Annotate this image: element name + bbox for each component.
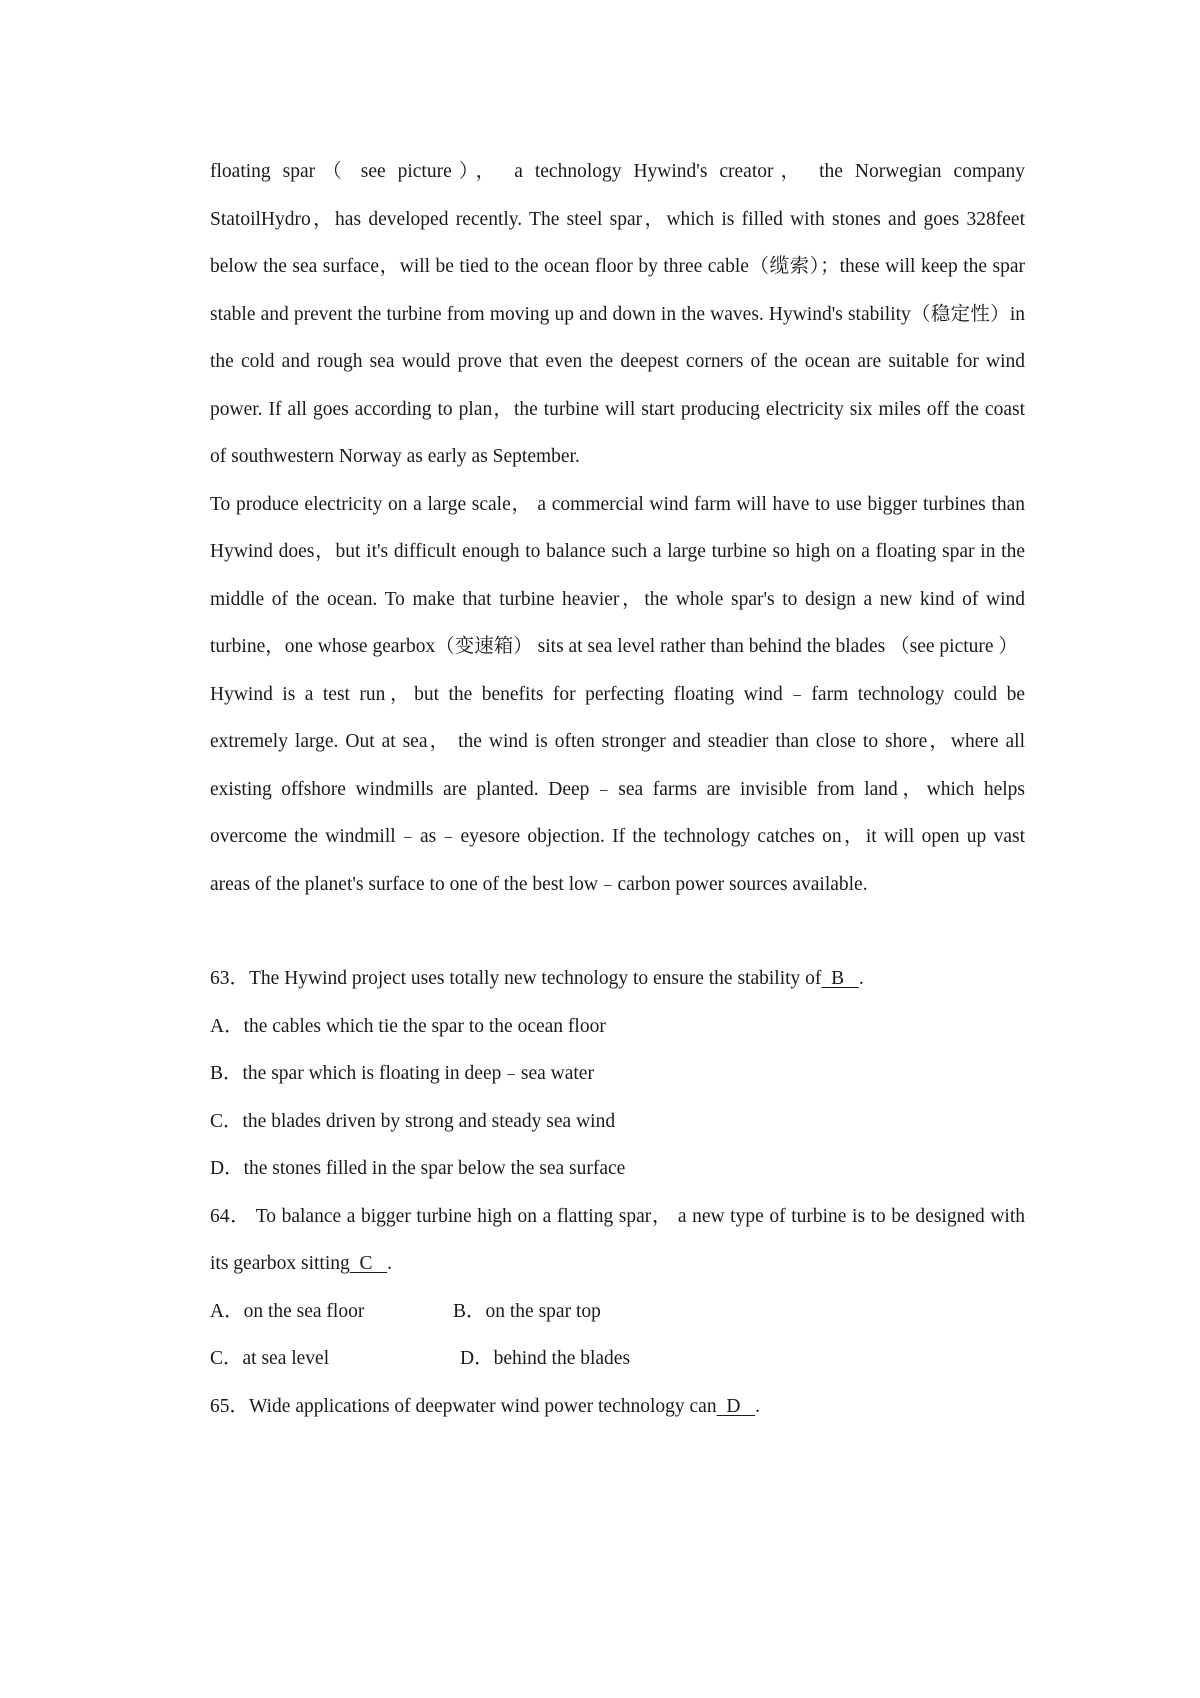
- question-64-text: 64． To balance a bigger turbine high on a flatting spar， a new type of turbine is to be designed with its gearbox sitting: [210, 1205, 1025, 1274]
- question-65-text: 65．Wide applications of deepwater wind power technology can: [210, 1395, 717, 1417]
- question-63-stem: [210, 955, 1025, 1003]
- document-page: [210, 148, 1025, 1430]
- question-64-option-b: B．on the spar top: [453, 1300, 601, 1322]
- passage-paragraph-2: To produce electricity on a large scale， a commercial wind farm will have to use bigger turbines than Hywind does，but it's difficult enough to balance such a large turbine so high on a floating spar in the middle of the ocean. To make that turbine heavier，the whole spar's to design a new kind of wind turbine，one whose gearbox（变速箱） sits at sea level rather than behind the blades （see picture ）: [210, 493, 1025, 657]
- question-64-end: .: [387, 1253, 393, 1274]
- section-gap: [210, 908, 1025, 955]
- question-64-option-d: D．behind the blades: [460, 1348, 631, 1369]
- question-65-end: .: [755, 1395, 760, 1417]
- question-63-text: 63．The Hywind project uses totally new technology to ensure the stability of: [210, 968, 822, 989]
- question-63-answer-blank: B: [821, 968, 859, 989]
- passage-paragraph-1: floating spar（ see picture）， a technology Hywind's creator， the Norwegian company StatoilHydro，has developed recently. The steel spar，which is filled with stones and goes 328feet below the sea surface，will be tied to the ocean floor by three cable（缆索）；these will keep the spar stable and prevent the turbine from moving up and down in the waves. Hywind's stability（稳定性）in the cold and rough sea would prove that even the deepest corners of the ocean are suitable for wind power. If all goes according to plan，the turbine will start producing electricity six miles off the coast of southwestern Norway as early as September.: [210, 161, 1025, 467]
- question-64-stem: [210, 1193, 1025, 1288]
- question-63-option-a: A．the cables which tie the spar to the ocean floor: [210, 1015, 606, 1037]
- question-64-options-row-1: [210, 1288, 1025, 1336]
- question-64-options-row-2: [210, 1335, 1025, 1383]
- question-65-answer-blank: D: [716, 1395, 756, 1417]
- question-63-option-b: B．the spar which is floating in deep﹣sea water: [210, 1063, 594, 1084]
- question-64-option-a: A．on the sea floor: [210, 1300, 365, 1322]
- question-64-answer-blank: C: [349, 1253, 388, 1274]
- question-65-stem: [210, 1383, 1025, 1431]
- question-63-option-c: C．the blades driven by strong and steady sea wind: [210, 1110, 616, 1132]
- question-64-option-c: C．at sea level: [210, 1348, 330, 1369]
- question-63-option-d: D．the stones filled in the spar below the sea surface: [210, 1158, 626, 1179]
- passage-paragraph-3: Hywind is a test run，but the benefits for perfecting floating wind﹣farm technology could be extremely large. Out at sea， the wind is often stronger and steadier than close to shore，where all existing offshore windmills are planted. Deep﹣sea farms are invisible from land，which helps overcome the windmill﹣as﹣eyesore objection. If the technology catches on，it will open up vast areas of the planet's surface to one of the best low﹣carbon power sources available.: [210, 683, 1025, 895]
- question-63-end: .: [858, 968, 864, 989]
